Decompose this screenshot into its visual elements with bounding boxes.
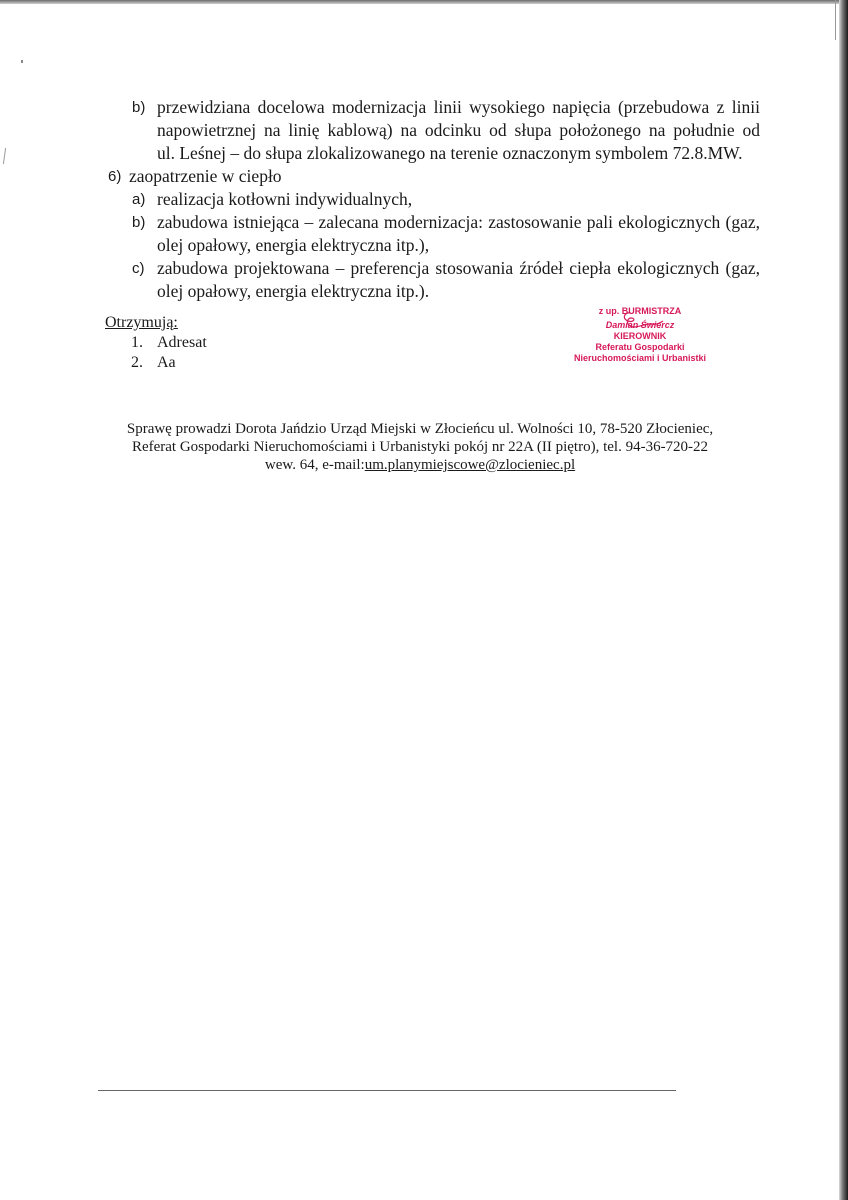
list-item — [100, 211, 760, 257]
recipients-list — [105, 333, 207, 373]
list-number: 2. — [131, 354, 143, 371]
scan-mark — [835, 0, 836, 40]
stamp-line: z up. BURMISTRZA — [598, 306, 682, 316]
official-stamp — [570, 306, 710, 364]
recipients — [105, 313, 207, 373]
scan-mark — [21, 60, 23, 63]
list-marker: b) — [132, 99, 146, 116]
email-prefix: wew. 64, e-mail: — [264, 457, 365, 473]
recipients-title: Otrzymują: — [105, 314, 178, 331]
list-item — [100, 188, 760, 211]
list-item — [105, 353, 207, 373]
stamp-line: KIEROWNIK — [613, 331, 667, 341]
section-title: zaopatrzenie w ciepło — [129, 166, 282, 186]
list-item-text: zabudowa istniejąca – zalecana modernizacja: zastosowanie pali ekologicznych (gaz, olej opałowy, energia elektryczna itp.), — [157, 212, 760, 255]
list-item-text: przewidziana docelowa modernizacja linii wysokiego napięcia (przebudowa z linii — [157, 97, 760, 117]
list-item-text: zabudowa projektowana – preferencja stosowania źródeł ciepła ekologicznych (gaz, olej opałowy, energia elektryczna itp.). — [157, 258, 760, 301]
list-item — [105, 333, 207, 353]
list-marker: 6) — [108, 168, 122, 185]
list-item — [100, 96, 760, 165]
footer-line: Sprawę prowadzi Dorota Jańdzio Urząd Miejski w Złocieńcu ul. Wolności 10, 78-520 Złocieniec, — [126, 421, 714, 437]
signature-icon — [616, 309, 666, 335]
list-item-text: realizacja kotłowni indywidualnych, — [157, 189, 413, 209]
stamp-line: Damian Świercz — [605, 320, 675, 330]
email-link[interactable]: um.planymiejscowe@zlocieniec.pl — [364, 457, 576, 473]
recipient-label: Aa — [157, 354, 176, 371]
recipient-label: Adresat — [157, 334, 207, 351]
stamp-line: Nieruchomościami i Urbanistki — [573, 353, 707, 363]
list-item — [100, 257, 760, 303]
list-number: 1. — [131, 334, 143, 351]
scan-mark — [3, 148, 6, 164]
footer-line — [100, 456, 740, 474]
footer-line: Referat Gospodarki Nieruchomościami i Urbanistyki pokój nr 22A (II piętro), tel. 94-36-720-22 — [131, 439, 709, 455]
list-item-text: ul. Leśnej – do słupa zlokalizowanego na terenie oznaczonym symbolem 72.8.MW. — [157, 143, 743, 163]
requirements-list — [100, 96, 760, 303]
list-item-text: napowietrznej na linię kablową) na odcinku od słupa położonego na południe od — [157, 120, 760, 140]
list-marker: a) — [132, 191, 146, 208]
scan-edge-top — [0, 0, 848, 4]
footer-divider — [98, 1090, 676, 1091]
list-marker: c) — [132, 260, 145, 277]
scan-edge-right — [839, 0, 848, 1200]
contact-footer — [100, 420, 740, 474]
list-marker: b) — [132, 214, 146, 231]
stamp-line: Referatu Gospodarki — [595, 342, 685, 352]
section-heading — [100, 165, 760, 188]
